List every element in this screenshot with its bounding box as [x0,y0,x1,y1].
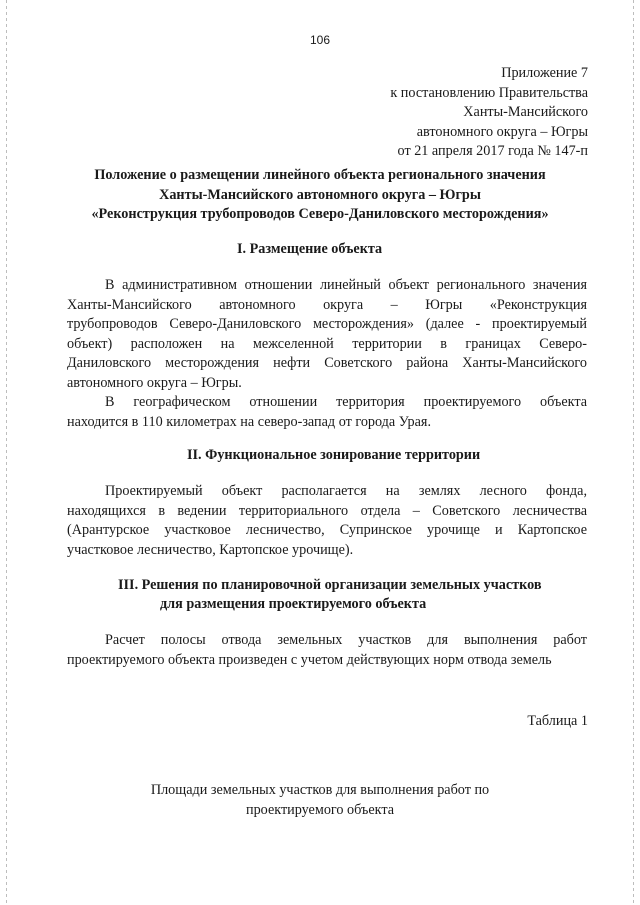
title-line: Положение о размещении линейного объекта регионального значения [94,167,546,183]
section-3-paragraph [67,631,587,670]
paragraph-line: трубопроводов Северо-Даниловского месторождения» (далее - проектируемый [67,316,587,332]
title-line: «Реконструкция трубопроводов Северо-Даниловского месторождения» [91,206,549,222]
paragraph-line: находится в 110 километрах на северо-запад от города Урая. [67,413,432,430]
paragraph-line: Проектируемый объект располагается на землях лесного фонда, [105,483,587,499]
section-1-heading: I. Размещение объекта [237,241,383,257]
paragraph-line: Даниловского месторождения нефти Советского района Ханты-Мансийского [67,355,587,371]
appendix-line: Приложение 7 [501,65,588,81]
paragraph-line: Расчет полосы отвода земельных участков для выполнения работ [105,632,587,648]
section-3-heading-line-1: III. Решения по планировочной организации земельных участков [118,577,542,593]
scan-edge-left [6,0,7,905]
page-number: 106 [309,33,331,47]
scan-edge-right [633,0,634,905]
paragraph-line: объект) расположен на межселенной территории в границах Северо- [67,335,587,352]
section-2-paragraph [67,482,587,560]
caption-line: проектируемого объекта [245,801,394,818]
table-caption [60,781,580,820]
table-label: Таблица 1 [527,713,588,729]
paragraph-line: Ханты-Мансийского автономного округа – Югры «Реконструкция [67,296,587,313]
title-line: Ханты-Мансийского автономного округа – Югры [159,186,481,203]
appendix-line: автономного округа – Югры [416,123,588,140]
appendix-line: к постановлению Правительства [390,84,588,101]
document-title [60,166,580,225]
section-2-heading: II. Функциональное зонирование территории [187,447,481,463]
paragraph-line: проектируемого объекта произведен с учетом действующих норм отвода земель [67,651,552,668]
paragraph-line: автономного округа – Югры. [67,374,242,391]
section-1-paragraph-1 [67,276,587,393]
paragraph-line: В административном отношении линейный объект регионального значения [105,277,587,293]
appendix-line: от 21 апреля 2017 года № 147-п [397,143,588,159]
paragraph-line: находящихся в ведении территориального отдела – Советского лесничества [67,502,587,519]
section-3-heading-line-2: для размещения проектируемого объекта [160,596,427,612]
appendix-line: Ханты-Мансийского [463,104,588,120]
paragraph-line: В географическом отношении территория проектируемого объекта [105,394,587,410]
section-1-paragraph-2 [67,393,587,432]
appendix-block [390,64,588,162]
paragraph-line: участковое лесничество, Картопское урочище). [67,541,354,558]
caption-line: Площади земельных участков для выполнения работ по [150,782,490,798]
paragraph-line: (Арантурское участковое лесничество, Супринское урочище и Картопское [67,522,587,538]
